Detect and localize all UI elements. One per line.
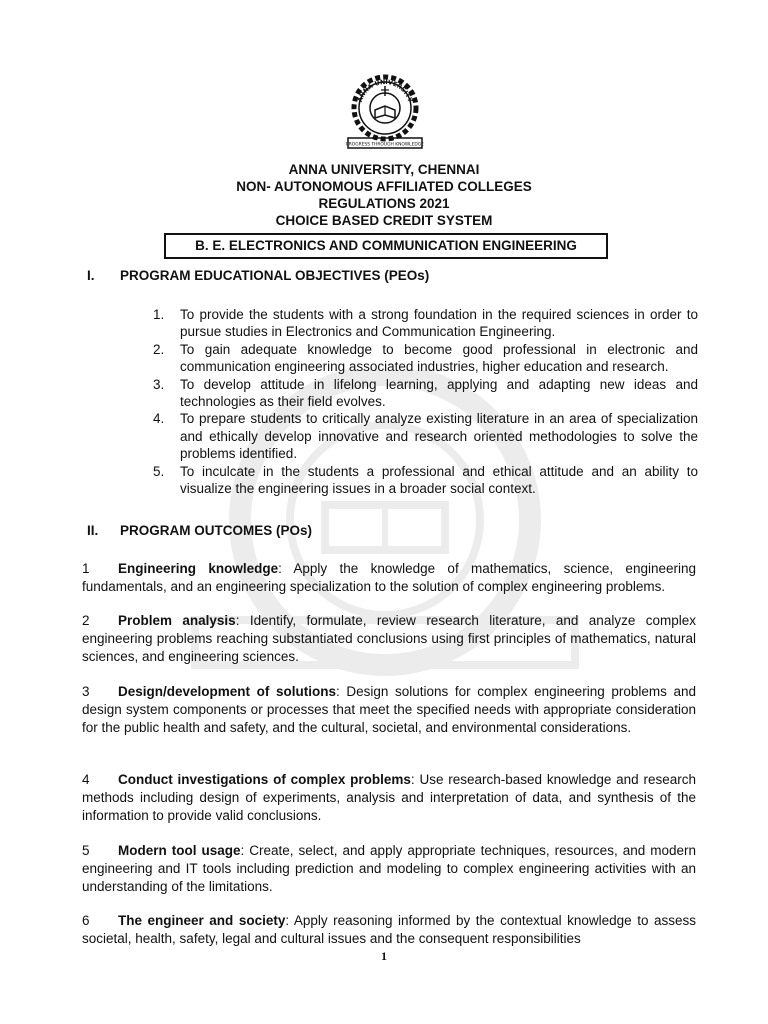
outcome-term: Engineering knowledge [118, 561, 279, 576]
section-number: I. [87, 268, 95, 283]
list-item: 1. To provide the students with a strong foundation in the required sciences in order to pursue studies in Electronics and Communication Engineering. [153, 307, 698, 340]
outcome-term: Conduct investigations of complex problems [118, 772, 411, 787]
regulations: REGULATIONS 2021 [318, 196, 450, 211]
program-title-box: B. E. ELECTRONICS AND COMMUNICATION ENGINEERING [164, 233, 608, 259]
program-outcome-3: 3 Design/development of solutions: Design solutions for complex engineering problems and design system components or processes that meet the specified needs with appropriate consideration for the public health and safety, and the cultural, societal, and environmental considerations. [82, 684, 696, 735]
section-number: II. [87, 523, 99, 538]
credit-system: CHOICE BASED CREDIT SYSTEM [275, 213, 493, 228]
list-item: 2. To gain adequate knowledge to become good professional in electronic and communication engineering associated industries, higher education and research. [153, 341, 698, 375]
list-item: 5. To inculcate in the students a professional and ethical attitude and an ability to visualize the engineering issues in a broader social context. [153, 463, 698, 497]
section-heading-pos [87, 523, 687, 541]
program-outcome-6: 6 The engineer and society: Apply reasoning informed by the contextual knowledge to assess societal, health, safety, legal and cultural issues and the consequent responsibilities [82, 913, 696, 946]
anna-university-logo [339, 72, 431, 154]
section-title: PROGRAM OUTCOMES (POs) [120, 523, 313, 538]
outcome-term: Modern tool usage [118, 843, 241, 858]
program-outcome-1: 1 Engineering knowledge: Apply the knowledge of mathematics, science, engineering fundamentals, and an engineering specialization to the solution of complex engineering problems. [82, 561, 696, 594]
logo-motto: PROGRESS THROUGH KNOWLEDGE [346, 142, 424, 148]
document-header [0, 161, 768, 229]
list-item: 4. To prepare students to critically analyze existing literature in an area of specialization and ethically develop innovative and research oriented methodologies to solve the problems identified. [153, 411, 698, 462]
outcome-term: Design/development of solutions [118, 684, 336, 699]
logo-arc-text: ANNA UNIVERSITY [356, 78, 414, 104]
list-item: 3. To develop attitude in lifelong learning, applying and adapting new ideas and technologies as their field evolves. [153, 376, 698, 410]
program-outcome-5: 5 Modern tool usage: Create, select, and apply appropriate techniques, resources, and modern engineering and IT tools including prediction and modeling to complex engineering activities with an understanding of the limitations. [82, 843, 696, 894]
college-type: NON- AUTONOMOUS AFFILIATED COLLEGES [236, 179, 532, 194]
program-outcome-4: 4 Conduct investigations of complex problems: Use research-based knowledge and research methods including design of experiments, analysis and interpretation of data, and synthesis of the information to provide valid conclusions. [82, 772, 696, 823]
section-heading-peos [87, 268, 687, 286]
section-title: PROGRAM EDUCATIONAL OBJECTIVES (PEOs) [120, 268, 430, 283]
page-number: 1 [381, 949, 387, 963]
outcome-term: The engineer and society [118, 913, 286, 928]
program-outcome-2: 2 Problem analysis: Identify, formulate, review research literature, and analyze complex engineering problems reaching substantiated conclusions using first principles of mathematics, natural sciences, and engineering sciences. [82, 613, 696, 664]
peo-list [153, 306, 698, 497]
university-name: ANNA UNIVERSITY, CHENNAI [288, 162, 480, 177]
outcome-term: Problem analysis [118, 613, 236, 628]
